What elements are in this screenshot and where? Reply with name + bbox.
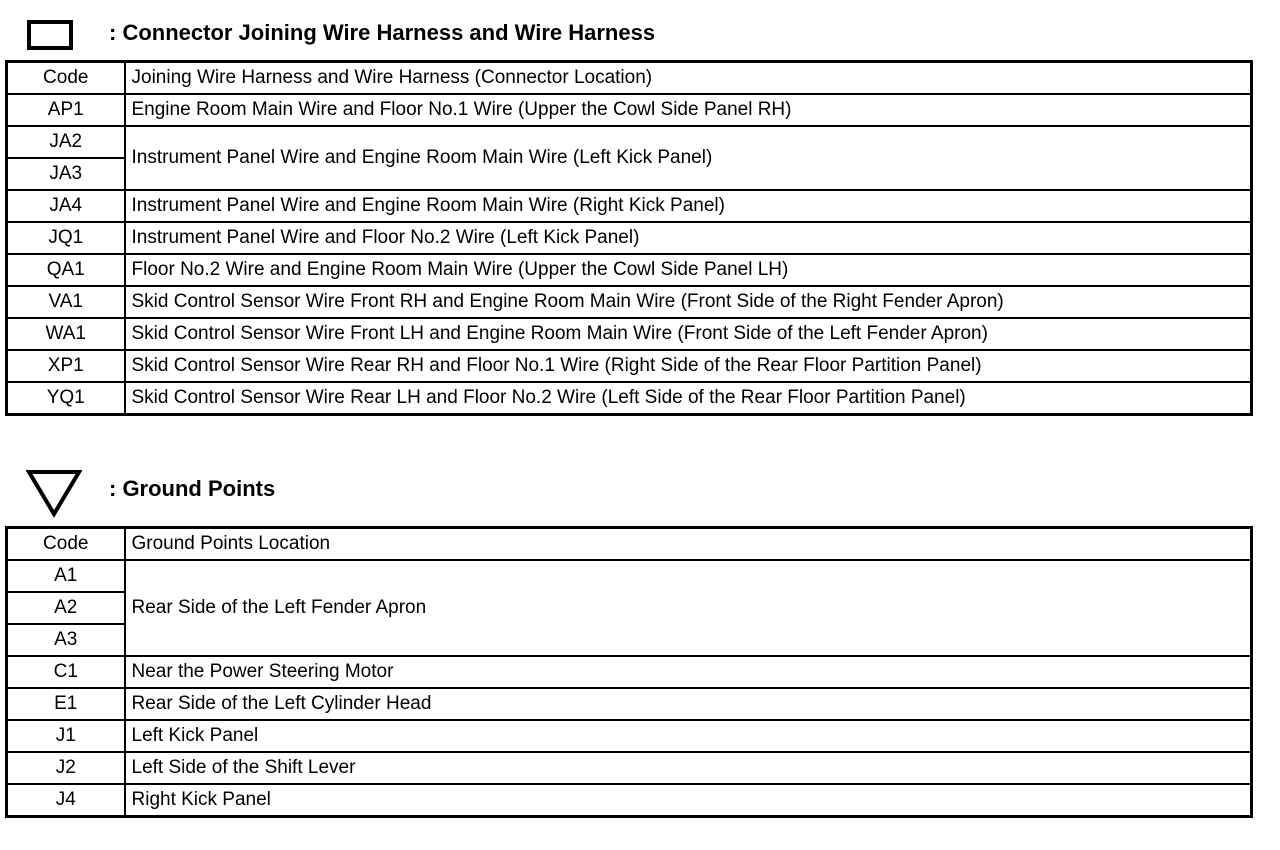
table-row [7,720,1252,752]
row-desc: Right Kick Panel [125,784,1252,817]
row-code: A2 [7,592,125,624]
table-row [7,688,1252,720]
header-code: Code [7,62,125,95]
row-desc: Left Side of the Shift Lever [125,752,1252,784]
ground-table [5,526,1253,818]
table-row [7,350,1252,382]
connector-table [5,60,1253,416]
table-row [7,382,1252,415]
connector-section-title: : Connector Joining Wire Harness and Wire Harness [109,20,656,45]
row-desc: Left Kick Panel [125,720,1252,752]
header-code: Code [7,528,125,561]
row-code: XP1 [7,350,125,382]
row-desc: Skid Control Sensor Wire Rear RH and Floor No.1 Wire (Right Side of the Rear Floor Partition Panel) [125,350,1252,382]
row-desc: Engine Room Main Wire and Floor No.1 Wire (Upper the Cowl Side Panel RH) [125,94,1252,126]
header-desc: Ground Points Location [125,528,1252,561]
row-code: A3 [7,624,125,656]
row-code: A1 [7,560,125,592]
row-code: J2 [7,752,125,784]
table-row [7,286,1252,318]
table-row [7,752,1252,784]
row-code: VA1 [7,286,125,318]
table-row [7,656,1252,688]
table-row [7,222,1252,254]
row-desc: Skid Control Sensor Wire Front LH and Engine Room Main Wire (Front Side of the Left Fender Apron) [125,318,1252,350]
table-row [7,560,1252,592]
row-desc: Rear Side of the Left Cylinder Head [125,688,1252,720]
row-code: JA2 [7,126,125,158]
table-row [7,784,1252,817]
ground-section-header [0,464,1280,514]
ground-triangle-symbol-icon [26,468,82,518]
row-code: C1 [7,656,125,688]
row-code: J1 [7,720,125,752]
table-row [7,254,1252,286]
table-row [7,94,1252,126]
row-code: JA4 [7,190,125,222]
row-desc: Rear Side of the Left Fender Apron [125,560,1252,656]
table-header-row [7,62,1252,95]
header-desc: Joining Wire Harness and Wire Harness (Connector Location) [125,62,1252,95]
table-row [7,126,1252,158]
row-desc: Floor No.2 Wire and Engine Room Main Wire (Upper the Cowl Side Panel LH) [125,254,1252,286]
row-code: WA1 [7,318,125,350]
connector-section-header [0,8,1280,58]
table-header-row [7,528,1252,561]
row-code: YQ1 [7,382,125,415]
row-desc: Instrument Panel Wire and Engine Room Main Wire (Right Kick Panel) [125,190,1252,222]
row-code: QA1 [7,254,125,286]
row-desc: Skid Control Sensor Wire Front RH and Engine Room Main Wire (Front Side of the Right Fender Apron) [125,286,1252,318]
ground-section-title: : Ground Points [109,476,276,501]
connector-box-symbol-icon [27,20,73,50]
row-code: E1 [7,688,125,720]
row-desc: Skid Control Sensor Wire Rear LH and Floor No.2 Wire (Left Side of the Rear Floor Partition Panel) [125,382,1252,415]
row-desc: Near the Power Steering Motor [125,656,1252,688]
table-row [7,190,1252,222]
row-code: J4 [7,784,125,817]
row-desc: Instrument Panel Wire and Engine Room Main Wire (Left Kick Panel) [125,126,1252,190]
row-desc: Instrument Panel Wire and Floor No.2 Wire (Left Kick Panel) [125,222,1252,254]
table-row [7,318,1252,350]
row-code: JA3 [7,158,125,190]
row-code: JQ1 [7,222,125,254]
row-code: AP1 [7,94,125,126]
